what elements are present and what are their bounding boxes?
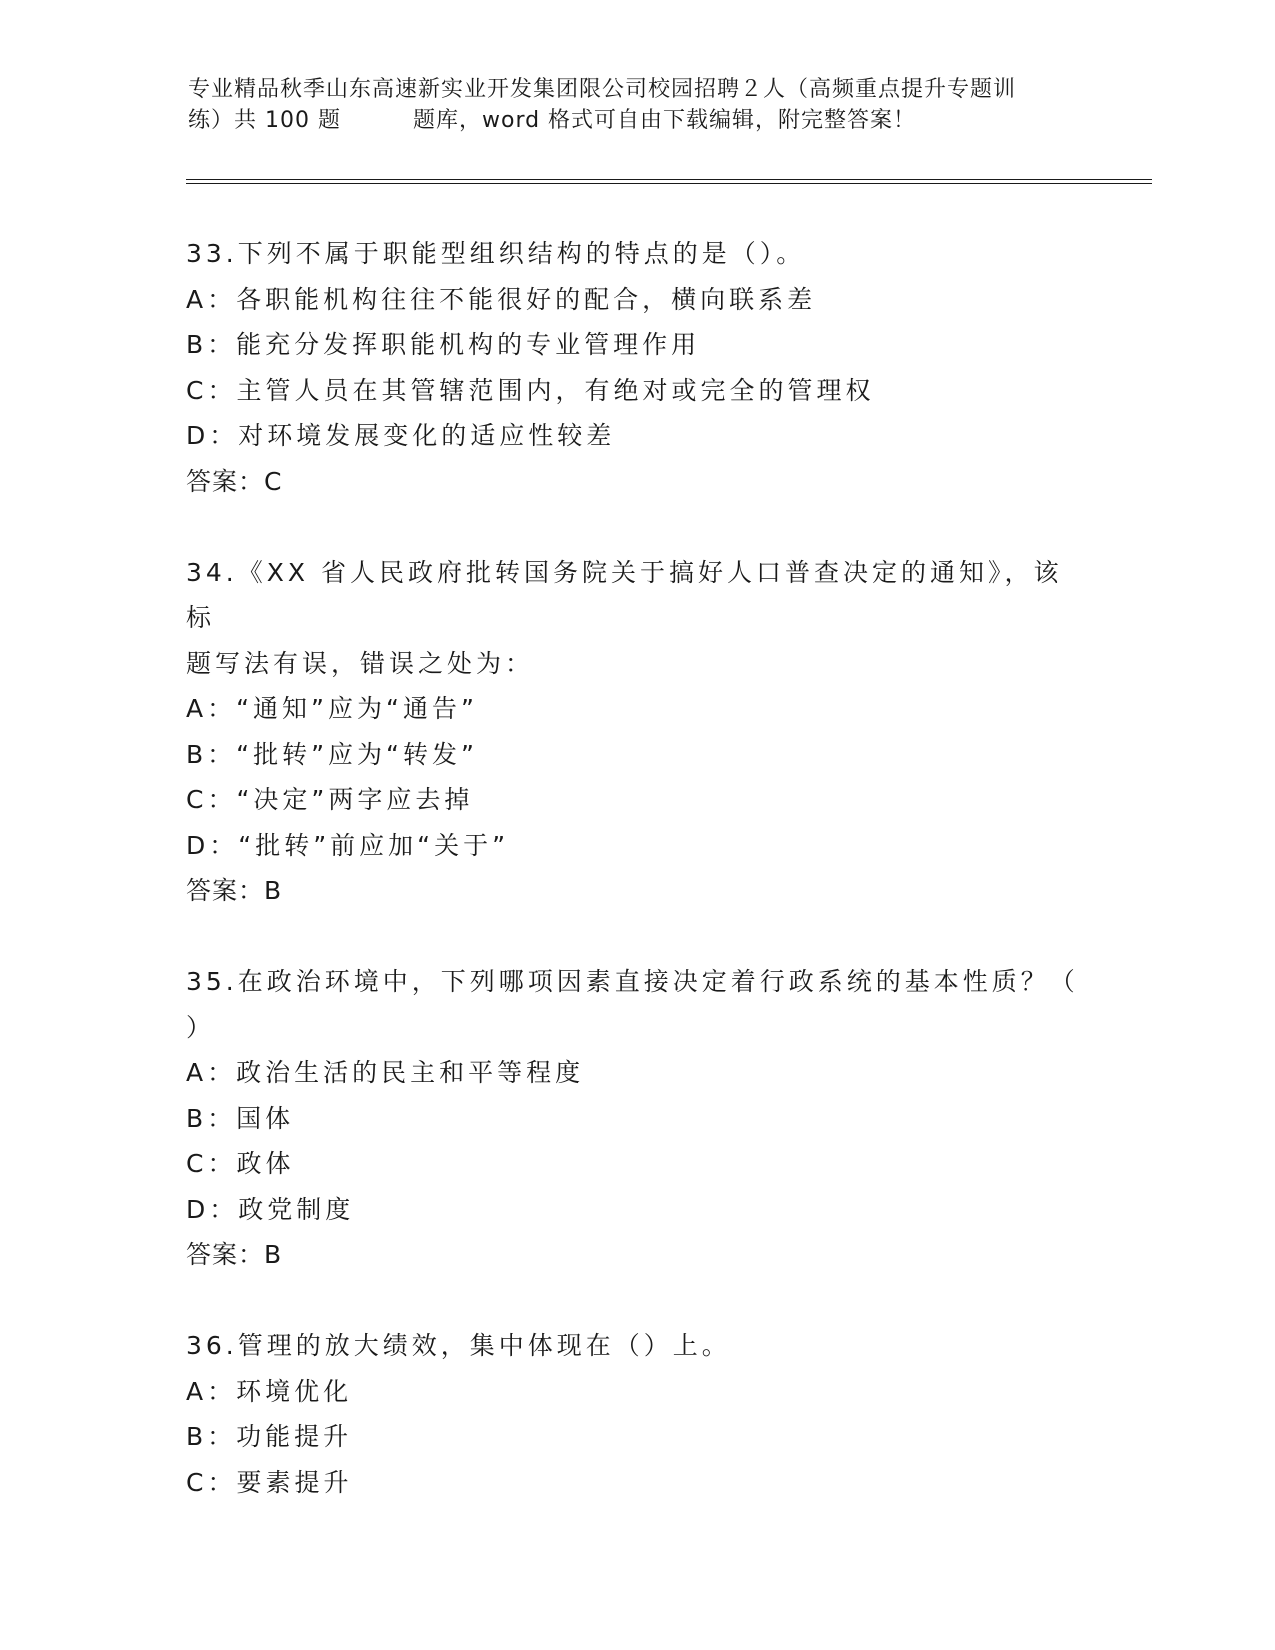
question-36	[186, 1323, 1086, 1505]
option-d: D：政党制度	[186, 1194, 355, 1224]
question-35	[186, 959, 1086, 1278]
document-header	[188, 74, 1088, 136]
question-stem: 34.《XX 省人民政府批转国务院关于搞好人口普查决定的通知》，该标	[186, 557, 1063, 632]
option-c: C：“决定”两字应去掉	[186, 785, 474, 814]
option-c: C：要素提升	[186, 1467, 353, 1497]
question-stem: 33.下列不属于职能型组织结构的特点的是（）。	[186, 239, 806, 268]
option-b: B：国体	[186, 1103, 295, 1133]
header-divider	[186, 179, 1152, 184]
question-33	[186, 231, 1086, 504]
option-b: B：功能提升	[186, 1422, 353, 1451]
option-b: B：能充分发挥职能机构的专业管理作用	[186, 330, 701, 359]
option-c: C：政体	[186, 1149, 295, 1178]
question-34	[186, 550, 1086, 914]
answer-line: 答案：C	[186, 466, 283, 496]
option-c: C：主管人员在其管辖范围内，有绝对或完全的管理权	[186, 375, 875, 405]
question-stem: 36.管理的放大绩效，集中体现在（）上。	[186, 1331, 731, 1360]
header-title-line-2-end: 题库，word 格式可自由下载编辑，附完整答案！	[412, 108, 917, 133]
question-stem: 35.在政治环境中，下列哪项因素直接决定着行政系统的基本性质？（	[186, 967, 1079, 996]
header-title-line-2-start: 练）共 100 题	[188, 108, 341, 133]
option-a: A：政治生活的民主和平等程度	[186, 1058, 585, 1087]
option-b: B：“批转”应为“转发”	[186, 739, 478, 769]
option-d: D：“批转”前应加“关于”	[186, 830, 510, 860]
option-a: A：环境优化	[186, 1376, 353, 1406]
question-list	[186, 231, 1086, 1505]
question-stem-continued: 题写法有误，错误之处为：	[186, 648, 535, 678]
option-d: D：对环境发展变化的适应性较差	[186, 421, 616, 450]
header-title-line-2	[188, 105, 1088, 136]
answer-line: 答案：B	[186, 876, 283, 905]
option-a: A：各职能机构往往不能很好的配合，横向联系差	[186, 284, 817, 314]
answer-line: 答案：B	[186, 1240, 283, 1269]
question-stem-continued: ）	[186, 1012, 216, 1042]
header-title-line-1: 专业精品秋季山东高速新实业开发集团限公司校园招聘２人（高频重点提升专题训	[188, 77, 1017, 102]
option-a: A：“通知”应为“通告”	[186, 694, 478, 723]
